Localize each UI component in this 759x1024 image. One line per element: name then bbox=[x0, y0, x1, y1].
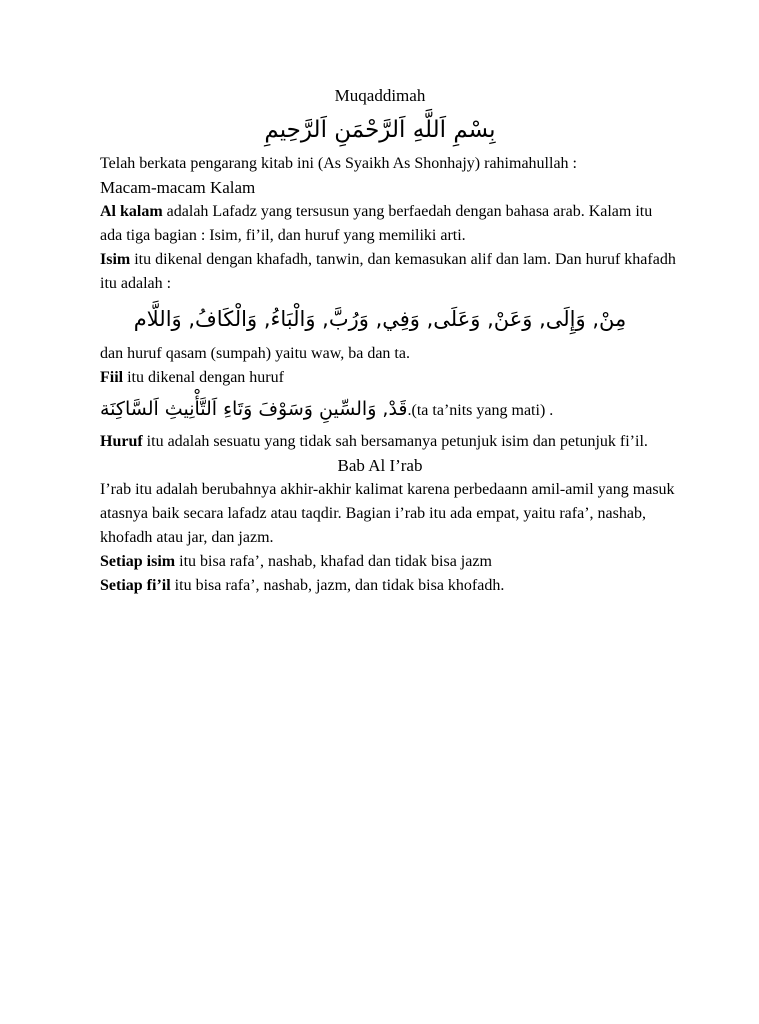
huruf-lead: Huruf bbox=[100, 433, 143, 450]
arabic-huruf-khafadh-line: مِنْ, وَإِلَى, وَعَنْ, وَعَلَى, وَفِي, وَرُبَّ, وَالْبَاءُ, وَالْكَافُ, وَاللَّام bbox=[133, 307, 627, 331]
section-heading-macam-macam-kalam: Macam-macam Kalam bbox=[100, 178, 256, 197]
rule-isim-lead: Setiap isim bbox=[100, 553, 176, 570]
paragraph-irab-definition bbox=[100, 478, 675, 550]
paragraph-fiil bbox=[100, 366, 660, 390]
irab-line1: I’rab itu adalah berubahnya akhir-akhir kalimat karena perbedaann amil-amil yang masuk bbox=[100, 481, 675, 498]
al-kalam-line1: adalah Lafadz yang tersusun yang berfaedah dengan bahasa arab. Kalam itu bbox=[162, 203, 653, 220]
al-kalam-line2: ada tiga bagian : Isim, fi’il, dan huruf yang memiliki arti. bbox=[100, 227, 466, 244]
irab-line2: atasnya baik secara lafadz atau taqdir. Bagian i’rab itu ada empat, yaitu rafa’, nashab, bbox=[100, 505, 646, 522]
paragraph-rule-setiap-fiil bbox=[100, 574, 660, 598]
isim-lead: Isim bbox=[100, 251, 131, 268]
page-title: Muqaddimah bbox=[334, 86, 426, 105]
rule-fiil-lead: Setiap fi’il bbox=[100, 577, 171, 594]
paragraph-isim bbox=[100, 248, 676, 296]
fiil-latin-note: .(ta ta’nits yang mati) . bbox=[407, 402, 554, 419]
huruf-rest: itu adalah sesuatu yang tidak sah bersamanya petunjuk isim dan petunjuk fi’il. bbox=[142, 433, 648, 450]
arabic-fiil-text: قَدْ, وَالسِّينِ وَسَوْفَ وَتَاءِ اَلتَّأْنِيثِ اَلسَّاكِنَة bbox=[100, 398, 408, 420]
isim-line2: itu adalah : bbox=[100, 275, 172, 292]
isim-line1: itu dikenal dengan khafadh, tanwin, dan kemasukan alif dan lam. Dan huruf khafadh bbox=[130, 251, 676, 268]
paragraph-rule-setiap-isim bbox=[100, 550, 660, 574]
huruf-qasam-text: dan huruf qasam (sumpah) yaitu waw, ba dan ta. bbox=[100, 345, 410, 362]
fiil-rest: itu dikenal dengan huruf bbox=[123, 369, 284, 386]
al-kalam-lead: Al kalam bbox=[100, 203, 163, 220]
intro-paragraph bbox=[100, 152, 660, 176]
paragraph-huruf bbox=[100, 430, 660, 454]
irab-line3: khofadh atau jar, dan jazm. bbox=[100, 529, 274, 546]
section-heading-bab-al-irab: Bab Al I’rab bbox=[337, 456, 423, 475]
fiil-lead: Fiil bbox=[100, 369, 124, 386]
paragraph-huruf-qasam bbox=[100, 342, 660, 366]
rule-fiil-rest: itu bisa rafa’, nashab, jazm, dan tidak bisa khofadh. bbox=[170, 577, 505, 594]
intro-text: Telah berkata pengarang kitab ini (As Syaikh As Shonhajy) rahimahullah : bbox=[100, 155, 577, 172]
bismillah-arabic-text: بِسْمِ اَللَّهِ اَلرَّحْمَنِ اَلرَّحِيمِ bbox=[264, 117, 496, 143]
paragraph-al-kalam bbox=[100, 200, 660, 248]
arabic-huruf-fiil-line bbox=[100, 390, 660, 430]
rule-isim-rest: itu bisa rafa’, nashab, khafad dan tidak bisa jazm bbox=[175, 553, 492, 570]
